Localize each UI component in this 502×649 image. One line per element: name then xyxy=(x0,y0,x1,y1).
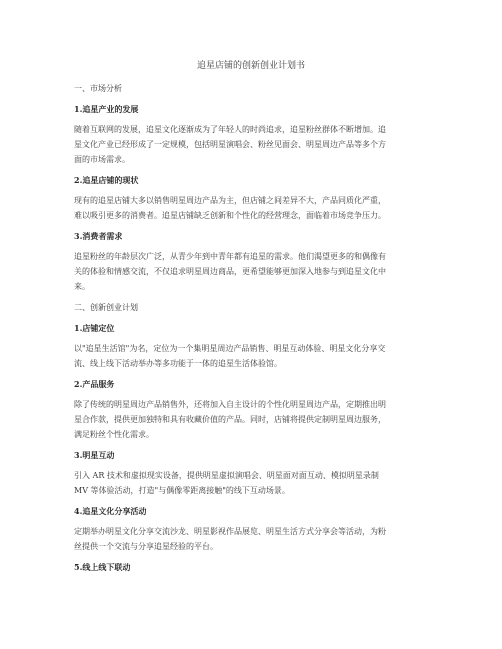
subsection-heading-store-status: 2.追星店铺的现状 xyxy=(74,175,139,185)
subsection-heading-star-interaction: 3.明星互动 xyxy=(74,450,115,460)
paragraph-line: 随着互联网的发展，追星文化逐渐成为了年轻人的时尚追求，追星粉丝群体不断增加。追 xyxy=(74,125,386,134)
paragraph-line: MV 等体验活动，打造"与偶像零距离接触"的线下互动场景。 xyxy=(74,486,290,495)
paragraph-product-services xyxy=(74,397,434,442)
subsection-heading-online-offline: 5.线上线下联动 xyxy=(74,562,131,572)
paragraph-line: 引入 AR 技术和虚拟现实设备，提供明星虚拟演唱会、明星面对面互动、模拟明星录制 xyxy=(74,471,379,480)
paragraph-consumer-demand xyxy=(74,249,434,294)
paragraph-line: 除了传统的明星周边产品销售外，还将加入自主设计的个性化明星周边产品，定期推出明 xyxy=(74,400,386,409)
paragraph-star-interaction xyxy=(74,468,434,498)
paragraph-line: 现有的追星店铺大多以销售明星周边产品为主，但店铺之间差异不大，产品同质化严重， xyxy=(74,196,386,205)
paragraph-industry-development xyxy=(74,122,434,167)
paragraph-store-status xyxy=(74,193,434,223)
paragraph-line: 面的市场需求。 xyxy=(74,155,130,164)
paragraph-line: 以"追星生活馆"为名，定位为一个集明星周边产品销售、明星互动体验、明星文化分享交 xyxy=(74,344,386,353)
paragraph-line: 星合作款，提供更加独特和具有收藏价值的产品。同时，店铺将提供定制明星周边服务， xyxy=(74,415,386,424)
subsection-heading-culture-sharing: 4.追星文化分享活动 xyxy=(74,506,147,516)
document-title: 追星店铺的创新创业计划书 xyxy=(196,61,305,71)
paragraph-line: 流、线上线下活动举办等多功能于一体的追星生活体验馆。 xyxy=(74,359,282,368)
paragraph-line: 星文化产业已经形成了一定规模，包括明星演唱会、粉丝见面会、明星周边产品等多个方 xyxy=(74,140,386,149)
paragraph-line: 关的体验和情感交流，不仅追求明星周边商品，更希望能够更加深入地参与到追星文化中 xyxy=(74,267,386,276)
subsection-heading-consumer-demand: 3.消费者需求 xyxy=(74,231,123,241)
subsection-heading-industry-development: 1.追星产业的发展 xyxy=(74,104,139,114)
paragraph-store-positioning xyxy=(74,341,434,371)
paragraph-culture-sharing xyxy=(74,524,434,554)
paragraph-line: 满足粉丝个性化需求。 xyxy=(74,430,154,439)
subsection-heading-product-services: 2.产品服务 xyxy=(74,379,115,389)
section-heading-market-analysis: 一、市场分析 xyxy=(74,84,122,93)
paragraph-line: 追星粉丝的年龄层次广泛，从青少年到中青年都有追星的需求。他们渴望更多的和偶像有 xyxy=(74,252,386,261)
paragraph-line: 来。 xyxy=(74,282,90,291)
section-heading-innovation-plan: 二、创新创业计划 xyxy=(74,303,138,312)
paragraph-line: 难以吸引更多的消费者。追星店铺缺乏创新和个性化的经营理念，面临着市场竞争压力。 xyxy=(74,211,386,220)
paragraph-line: 定期举办明星文化分享交流沙龙、明星影视作品展览、明星生活方式分享会等活动，为粉 xyxy=(74,527,386,536)
paragraph-line: 丝提供一个交流与分享追星经验的平台。 xyxy=(74,542,218,551)
subsection-heading-store-positioning: 1.店铺定位 xyxy=(74,323,115,333)
